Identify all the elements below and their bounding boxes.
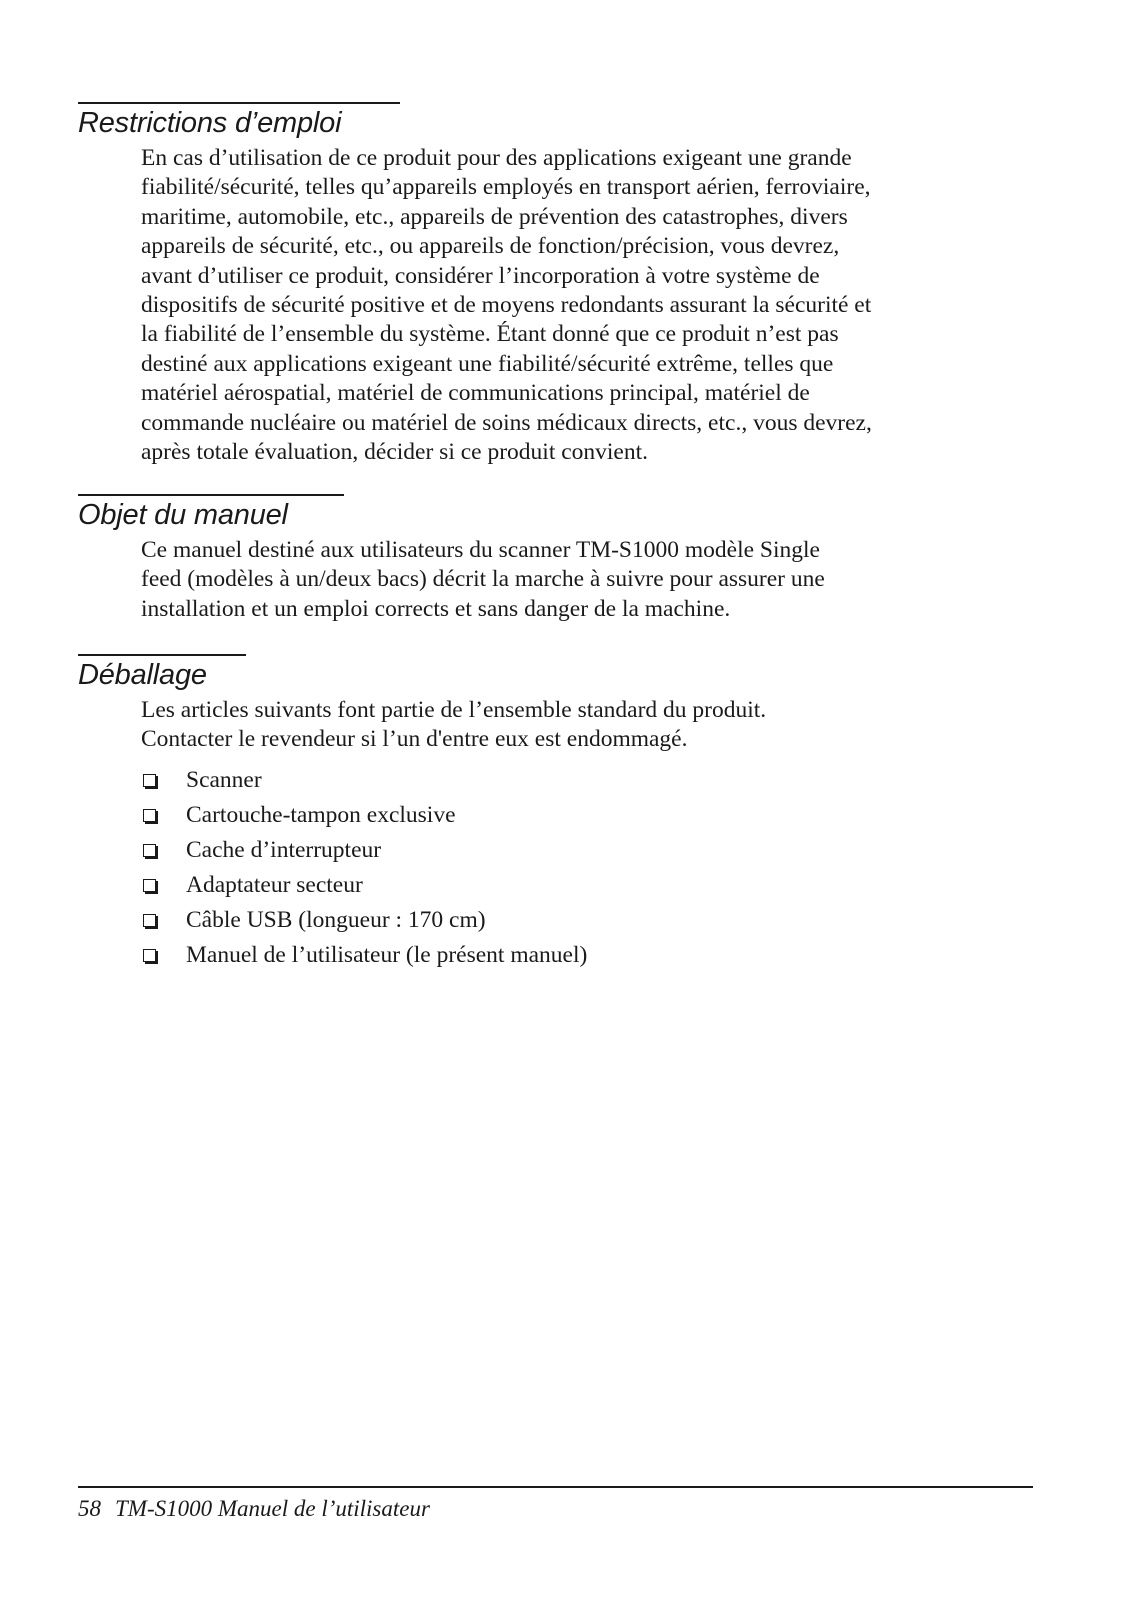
list-item-label: Cache d’interrupteur: [186, 836, 382, 863]
section-heading: Objet du manuel: [78, 499, 288, 531]
list-item-label: Adaptateur secteur: [186, 871, 363, 898]
checkbox-icon: [143, 809, 156, 822]
checkbox-icon: [143, 949, 156, 962]
paragraph-line: installation et un emploi corrects et sans danger de la machine.: [141, 595, 731, 622]
paragraph-line: maritime, automobile, etc., appareils de prévention des catastrophes, divers: [141, 203, 848, 230]
paragraph-line: matériel aérospatial, matériel de communications principal, matériel de: [141, 380, 810, 407]
paragraph-line: Les articles suivants font partie de l’ensemble standard du produit.: [141, 697, 767, 723]
paragraph-line: En cas d’utilisation de ce produit pour des applications exigeant une grande: [141, 145, 852, 171]
paragraph-line: avant d’utiliser ce produit, considérer l’incorporation à votre système de: [141, 262, 820, 289]
paragraph-line: commande nucléaire ou matériel de soins médicaux directs, etc., vous devrez,: [141, 409, 872, 436]
page-number: 58: [78, 1496, 101, 1521]
paragraph-line: Contacter le revendeur si l’un d'entre eux est endommagé.: [141, 726, 688, 753]
section-heading: Restrictions d’emploi: [78, 107, 342, 139]
list-item: [141, 763, 1033, 798]
section-paragraph: [141, 144, 1033, 467]
list-item-label: Câble USB (longueur : 170 cm): [186, 906, 486, 933]
list-item-label: Cartouche-tampon exclusive: [186, 801, 456, 828]
list-item-label: Manuel de l’utilisateur (le présent manuel): [186, 941, 588, 968]
section-heading: Déballage: [78, 659, 207, 691]
paragraph-line: destiné aux applications exigeant une fiabilité/sécurité extrême, telles que: [141, 350, 834, 377]
page-footer: [78, 1486, 1033, 1522]
section-paragraph: [141, 536, 1033, 624]
paragraph-line: après totale évaluation, décider si ce produit convient.: [141, 439, 649, 466]
checkbox-icon: [143, 844, 156, 857]
footer-rule: [78, 1486, 1033, 1488]
footer-text: [78, 1496, 1033, 1522]
checkbox-icon: [143, 774, 156, 787]
checkbox-icon: [143, 914, 156, 927]
paragraph-line: appareils de sécurité, etc., ou appareils de fonction/précision, vous devrez,: [141, 233, 840, 260]
list-item: [141, 903, 1033, 938]
list-item-label: Scanner: [186, 766, 262, 793]
list-item: [141, 798, 1033, 833]
manual-title: TM-S1000 Manuel de l’utilisateur: [115, 1496, 430, 1521]
paragraph-line: fiabilité/sécurité, telles qu’appareils employés en transport aérien, ferroviaire,: [141, 174, 871, 201]
paragraph-line: dispositifs de sécurité positive et de moyens redondants assurant la sécurité et: [141, 292, 872, 319]
checkbox-icon: [143, 879, 156, 892]
list-item: [141, 833, 1033, 868]
section-restrictions: [78, 102, 1033, 467]
section-paragraph: [141, 696, 1033, 755]
paragraph-line: Ce manuel destiné aux utilisateurs du scanner TM-S1000 modèle Single: [141, 537, 820, 563]
list-item: [141, 868, 1033, 903]
paragraph-line: feed (modèles à un/deux bacs) décrit la marche à suivre pour assurer une: [141, 566, 825, 593]
section-objet: [78, 494, 1033, 624]
paragraph-line: la fiabilité de l’ensemble du système. Étant donné que ce produit n’est pas: [141, 321, 839, 348]
list-item: [141, 938, 1033, 973]
contents-checklist: [141, 763, 1033, 973]
section-deballage: [78, 654, 1033, 973]
